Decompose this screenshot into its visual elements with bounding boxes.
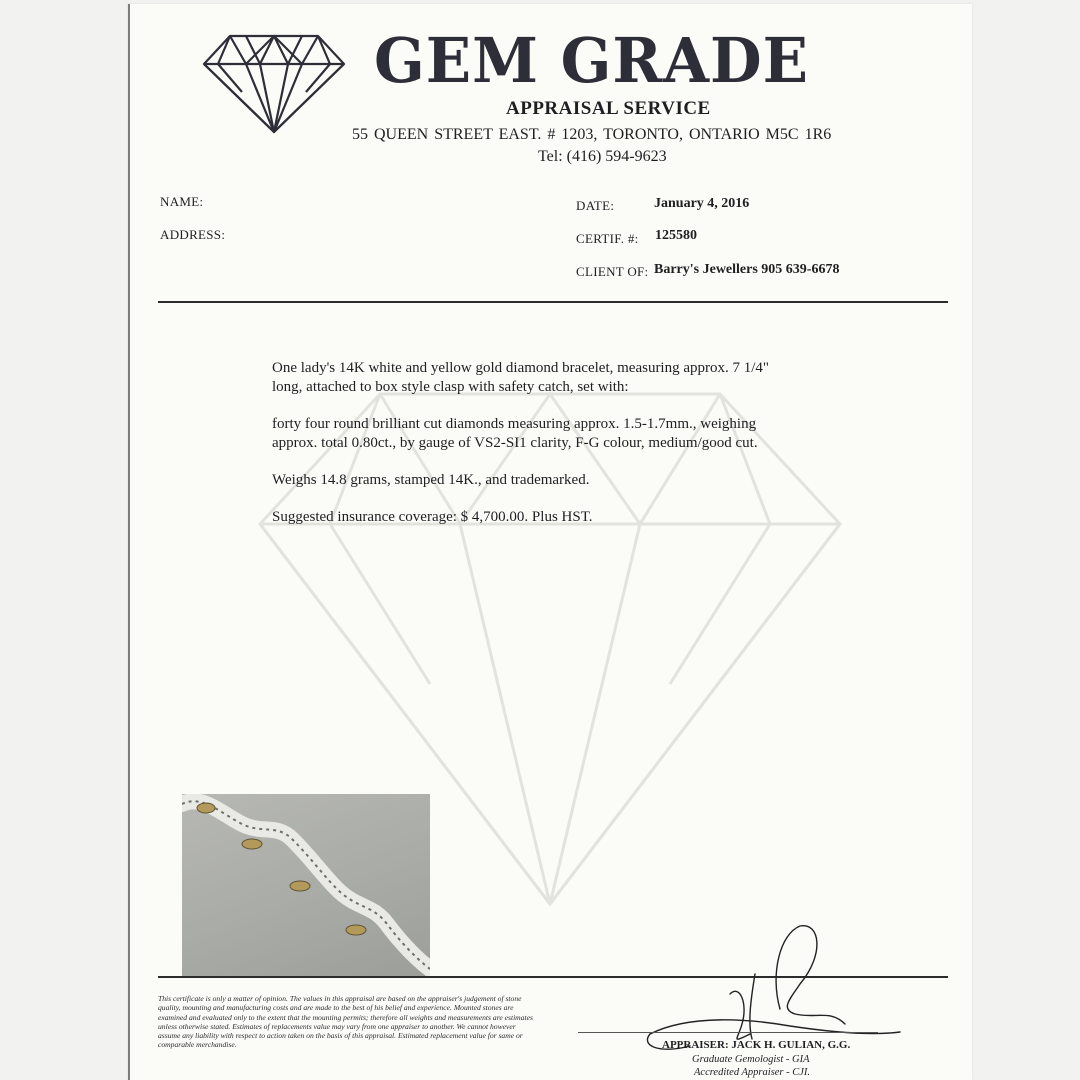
insurance-coverage: Suggested insurance coverage: $ 4,700.00. Plus HST. xyxy=(272,509,593,525)
description-paragraph: forty four round brilliant cut diamonds measuring approx. 1.5-1.7mm., weighing approx. total 0.80ct., by gauge of VS2-SI1 clarity, F-G colour, medium/good cut. xyxy=(272,416,758,451)
bracelet-image-icon xyxy=(182,794,430,978)
diamond-logo-icon xyxy=(202,30,346,134)
client-value: Barry's Jewellers 905 639-6678 xyxy=(654,262,840,277)
disclaimer-text: This certificate is only a matter of opinion. The values in this appraisal are based on the appraiser's judgement of stone quality, mounting and manufacturing costs and are made to the best of his belief and experience. Mounted stones are examined and evaluated only to the extent that the mounting permits; therefore all weights and measurements are estimates unless otherwise stated. Estimates of replacements value may vary from one appraiser to another. We cannot however assume any liability with respect to action taken on the basis of this appraisal. Estimated replacement value for same or comparable merchandise. xyxy=(158,994,533,1050)
item-description xyxy=(272,359,792,545)
date-value: January 4, 2016 xyxy=(654,196,750,211)
header-divider xyxy=(158,301,948,303)
name-label: NAME: xyxy=(160,194,204,209)
company-phone: Tel: (416) 594-9623 xyxy=(538,148,667,165)
company-service: APPRAISAL SERVICE xyxy=(506,98,711,119)
date-label: DATE: xyxy=(576,198,615,213)
appraiser-credential-cji: Accredited Appraiser - CJI. xyxy=(694,1067,811,1078)
appraiser-credential-gia: Graduate Gemologist - GIA xyxy=(692,1054,810,1065)
description-paragraph: One lady's 14K white and yellow gold diamond bracelet, measuring approx. 7 1/4" long, attached to box style clasp with safety catch, set with: xyxy=(272,360,770,395)
appraiser-name: APPRAISER: JACK H. GULIAN, G.G. xyxy=(662,1039,851,1051)
company-address: 55 QUEEN STREET EAST. # 1203, TORONTO, ONTARIO M5C 1R6 xyxy=(352,126,832,143)
company-name: GEM GRADE xyxy=(374,24,809,97)
certificate-number-label: CERTIF. #: xyxy=(576,231,639,246)
bracelet-photo xyxy=(182,794,430,978)
signature-line xyxy=(578,1032,878,1033)
description-paragraph: Weighs 14.8 grams, stamped 14K., and trademarked. xyxy=(272,472,590,488)
certificate-page xyxy=(128,4,972,1080)
client-label: CLIENT OF: xyxy=(576,264,649,279)
address-label: ADDRESS: xyxy=(160,227,226,242)
certificate-number-value: 125580 xyxy=(655,228,697,243)
